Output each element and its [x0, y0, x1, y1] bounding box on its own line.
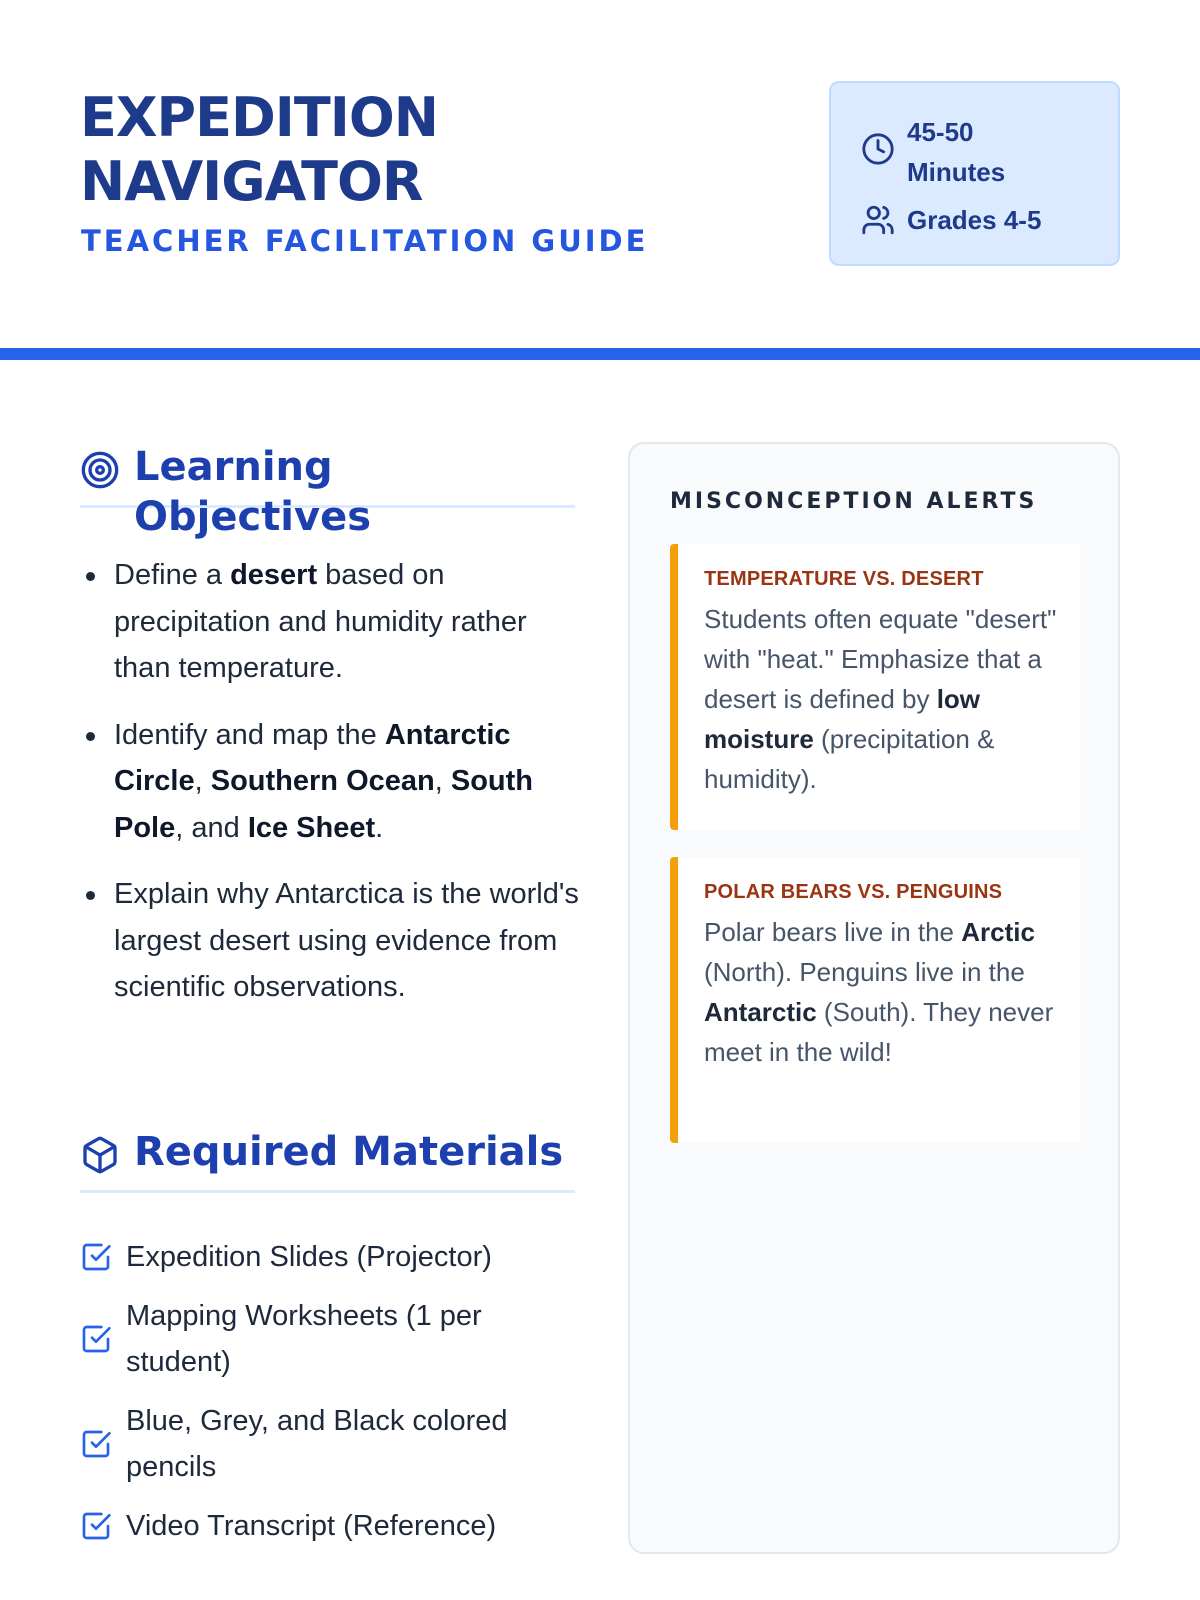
- text-run: ,: [434, 765, 451, 797]
- duration-row: [861, 112, 1057, 192]
- emphasis-text: desert: [230, 559, 318, 591]
- material-label: Mapping Worksheets (1 per student): [126, 1299, 482, 1378]
- text-run: based on precipitation and humidity rather than temperature.: [114, 559, 527, 684]
- page-title: [80, 86, 720, 214]
- objectives-title: Learning Objectives: [134, 444, 372, 540]
- alerts-title: MISCONCEPTION ALERTS: [670, 489, 1038, 514]
- users-icon: [861, 203, 895, 237]
- duration-text: 45-50 Minutes: [907, 117, 1006, 187]
- objective-item: [80, 871, 580, 1011]
- page-subtitle: TEACHER FACILITATION GUIDE: [81, 224, 649, 258]
- checkbox-icon: [80, 1323, 112, 1355]
- text-run: Polar bears live in the: [704, 917, 962, 947]
- alert-body: [704, 599, 1058, 799]
- page-header: [0, 0, 1200, 352]
- grades-text: Grades 4-5: [907, 205, 1042, 235]
- text-run: ,: [194, 765, 211, 797]
- header-divider: [0, 348, 1200, 360]
- misconception-alerts-panel: [628, 442, 1120, 1554]
- materials-heading: [80, 1127, 575, 1193]
- material-item: [80, 1398, 580, 1491]
- material-item: [80, 1234, 580, 1281]
- box-icon: [80, 1135, 120, 1175]
- material-label: Expedition Slides (Projector): [126, 1241, 492, 1273]
- text-run: (precipitation & humidity).: [704, 724, 995, 794]
- emphasis-text: Ice Sheet: [247, 811, 376, 844]
- materials-list: [80, 1234, 580, 1561]
- text-run: (North). Penguins live in the: [704, 957, 1025, 987]
- materials-title: Required Materials: [134, 1129, 564, 1175]
- text-run: (South). They never meet in the wild!: [704, 997, 1054, 1067]
- text-run: .: [375, 811, 384, 844]
- checkbox-icon: [80, 1241, 112, 1273]
- text-run: , and: [175, 811, 248, 844]
- clock-icon: [861, 132, 895, 166]
- checkbox-icon: [80, 1510, 112, 1542]
- objective-item: [80, 712, 580, 852]
- lesson-info-card: [829, 81, 1120, 266]
- text-run: Explain why Antarctica is the world's largest desert using evidence from scientific observations.: [114, 878, 579, 1003]
- material-label: Video Transcript (Reference): [126, 1509, 497, 1542]
- text-run: Define a: [114, 559, 231, 591]
- text-run: Identify and map the: [114, 718, 385, 751]
- target-icon: [80, 450, 120, 490]
- alert-label: POLAR BEARS VS. PENGUINS: [704, 881, 1003, 903]
- objective-item: [80, 552, 580, 692]
- material-item: [80, 1293, 580, 1386]
- objectives-list: [80, 552, 580, 1031]
- objectives-heading: [80, 442, 575, 540]
- text-run: Students often equate "desert" with "heat." Emphasize that a desert is defined by: [704, 604, 1057, 714]
- emphasis-text: Arctic: [961, 917, 1035, 947]
- emphasis-text: South Pole: [114, 765, 534, 844]
- grades-row: [861, 200, 1057, 240]
- emphasis-text: low moisture: [704, 684, 981, 754]
- emphasis-text: Southern Ocean: [210, 765, 435, 797]
- alert-card: [670, 857, 1080, 1143]
- material-label: Blue, Grey, and Black colored pencils: [126, 1404, 508, 1483]
- title-line-1: EXPEDITION: [80, 86, 438, 149]
- emphasis-text: Antarctic Circle: [114, 718, 511, 797]
- alert-body: [704, 912, 1058, 1072]
- alert-card: [670, 544, 1080, 830]
- alert-label: TEMPERATURE VS. DESERT: [704, 568, 984, 590]
- emphasis-text: Antarctic: [704, 997, 817, 1027]
- title-line-2: NAVIGATOR: [80, 150, 423, 213]
- material-item: [80, 1503, 580, 1550]
- checkbox-icon: [80, 1428, 112, 1460]
